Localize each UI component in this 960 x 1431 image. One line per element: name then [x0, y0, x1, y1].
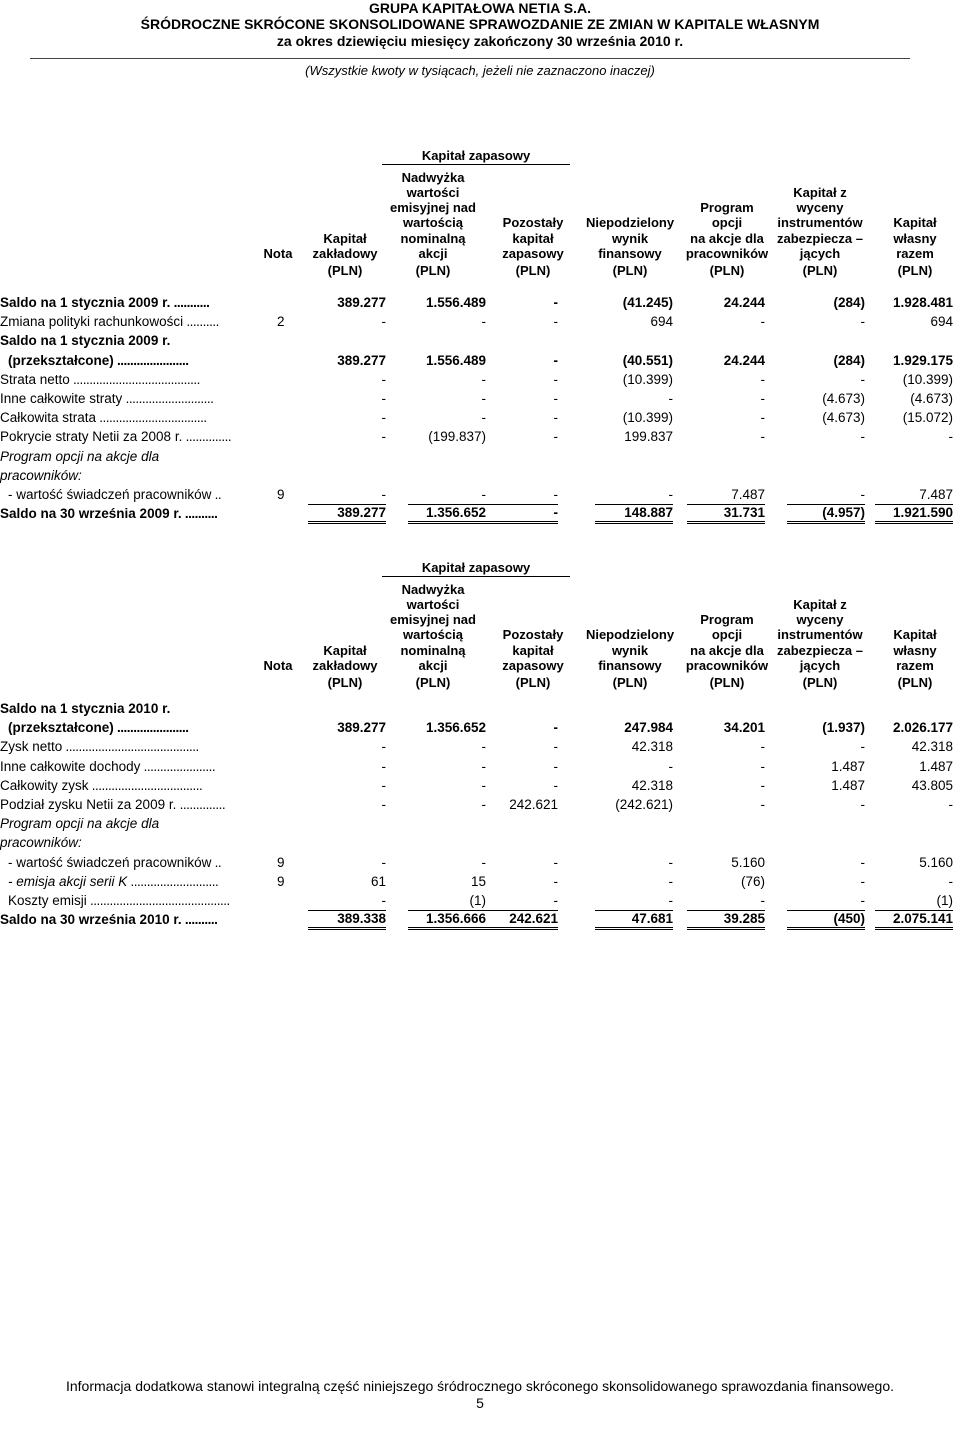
row-label-dots: ....................................... — [69, 371, 200, 387]
row-label — [0, 389, 258, 409]
cell-program-opcji: 24.244 — [723, 295, 765, 310]
cell-kapital-zakladowy: 389.277 — [308, 504, 386, 524]
row-nota: 2 — [277, 314, 285, 330]
cell-nadwyzka-emisyjna: (1) — [469, 893, 486, 908]
unit-label: (PLN) — [415, 263, 451, 278]
cell-nadwyzka-emisyjna: - — [481, 371, 486, 387]
row-label-text: pracowników: — [0, 835, 82, 851]
column-header — [0, 552, 960, 673]
cell-kapital-wlasny: 42.318 — [911, 739, 953, 755]
column-header-kapital-wlasny: Kapitał własny razem — [893, 627, 937, 673]
column-header-niepodzielony-wynik: Niepodzielony wynik finansowy — [585, 215, 675, 261]
kapital-zapasowy-group-header: Kapitał zapasowy — [382, 148, 570, 165]
cell-kapital-zakladowy: - — [381, 429, 386, 445]
cell-kapital-wlasny: - — [948, 873, 953, 889]
row-label — [0, 293, 258, 313]
row-label-dots: ...................... — [113, 720, 189, 736]
row-label — [0, 699, 258, 719]
cell-kapital-zakladowy: - — [381, 314, 386, 330]
row-label — [0, 776, 258, 796]
column-header-program-opcji: Program opcji na akcje dla pracowników — [685, 612, 769, 673]
cell-pozostaly-kapital: - — [553, 295, 558, 310]
units-row — [0, 263, 960, 279]
row-label-text: (przekształcone) — [8, 352, 114, 368]
cell-kapital-z-wyceny: (4.957) — [787, 504, 865, 524]
header-divider — [30, 58, 910, 59]
table-row — [0, 737, 960, 757]
cell-kapital-zakladowy: 389.277 — [337, 295, 386, 310]
column-header-kapital-z-wyceny: Kapitał z wyceny instrumentów zabezpiecza – jących — [777, 596, 863, 673]
cell-program-opcji: (76) — [740, 873, 765, 889]
column-header-nota: Nota — [263, 657, 293, 673]
cell-kapital-zakladowy: 389.277 — [337, 352, 386, 368]
cell-kapital-wlasny: 1.928.481 — [892, 295, 953, 310]
cell-program-opcji: - — [760, 739, 765, 755]
unit-label: (PLN) — [612, 263, 648, 278]
cell-pozostaly-kapital: - — [553, 758, 558, 774]
unit-label: (PLN) — [415, 675, 451, 690]
table-row — [0, 370, 960, 390]
row-label-text: Saldo na 1 stycznia 2009 r. — [0, 295, 171, 310]
row-label — [0, 447, 258, 467]
cell-niepodzielony-wynik: (10.399) — [622, 371, 673, 387]
unit-label: (PLN) — [709, 675, 745, 690]
company-name: GRUPA KAPITAŁOWA NETIA S.A. — [369, 0, 591, 16]
cell-kapital-wlasny: (1) — [936, 893, 953, 908]
cell-nadwyzka-emisyjna: 1.556.489 — [425, 295, 486, 310]
row-label-dots: .............. — [182, 429, 232, 445]
cell-kapital-wlasny: 694 — [930, 314, 953, 330]
row-label-text: Całkowity zysk — [0, 777, 89, 793]
cell-kapital-z-wyceny: - — [860, 487, 865, 502]
cell-kapital-wlasny: 2.026.177 — [892, 720, 953, 736]
cell-niepodzielony-wynik: (242.621) — [615, 797, 673, 812]
table-row — [0, 891, 960, 911]
cell-program-opcji: - — [760, 314, 765, 330]
statement-title: ŚRÓDROCZNE SKRÓCONE SKONSOLIDOWANE SPRAWOZDANIE ZE ZMIAN W KAPITALE WŁASNYM — [140, 16, 820, 32]
row-label-dots: .................................. — [88, 777, 203, 793]
row-label — [0, 408, 258, 428]
cell-kapital-zakladowy: - — [381, 758, 386, 774]
table-row — [0, 776, 960, 796]
cell-nadwyzka-emisyjna: - — [481, 410, 486, 426]
row-label-dots: .. — [211, 487, 222, 502]
row-label-text: Strata netto — [0, 371, 70, 387]
unit-label: (PLN) — [709, 263, 745, 278]
row-label-text: Zmiana polityki rachunkowości — [0, 314, 184, 330]
cell-kapital-zakladowy: - — [381, 739, 386, 755]
period-subtitle: za okres dziewięciu miesięcy zakończony 30 września 2010 r. — [276, 33, 684, 49]
row-label-text: - wartość świadczeń pracowników — [8, 854, 212, 870]
cell-niepodzielony-wynik: - — [668, 893, 673, 908]
cell-kapital-zakladowy: - — [381, 893, 386, 908]
cell-kapital-z-wyceny: - — [860, 873, 865, 889]
row-label-text: (przekształcone) — [8, 720, 114, 736]
cell-kapital-zakladowy: 389.338 — [308, 910, 386, 930]
cell-niepodzielony-wynik: - — [668, 854, 673, 870]
row-label-dots: .............. — [176, 797, 226, 812]
column-header-pozostaly-kapital: Pozostały kapitał zapasowy — [502, 215, 564, 261]
cell-niepodzielony-wynik: - — [668, 873, 673, 889]
cell-nadwyzka-emisyjna: 1.356.652 — [425, 720, 486, 736]
column-header — [0, 140, 960, 261]
cell-pozostaly-kapital: 242.621 — [480, 910, 558, 930]
cell-program-opcji: - — [760, 410, 765, 426]
row-label — [8, 351, 266, 371]
cell-pozostaly-kapital: - — [553, 777, 558, 793]
row-label-text: Saldo na 1 stycznia 2010 r. — [0, 701, 171, 716]
cell-pozostaly-kapital: 242.621 — [509, 797, 558, 812]
column-header-program-opcji: Program opcji na akcje dla pracowników — [685, 200, 769, 261]
cell-niepodzielony-wynik: 148.887 — [595, 504, 673, 524]
cell-program-opcji: 7.487 — [731, 487, 765, 502]
cell-kapital-wlasny: 1.487 — [919, 758, 953, 774]
row-label-dots: ................................. — [96, 410, 207, 426]
cell-pozostaly-kapital: - — [553, 893, 558, 908]
table-row — [0, 699, 960, 719]
cell-kapital-zakladowy: 61 — [370, 873, 386, 889]
table-row — [0, 814, 960, 834]
unit-label: (PLN) — [327, 263, 363, 278]
table-row — [0, 504, 960, 524]
row-label — [0, 504, 258, 524]
table-row — [0, 389, 960, 409]
unit-label: (PLN) — [802, 263, 838, 278]
cell-niepodzielony-wynik: (41.245) — [622, 295, 673, 310]
table-row — [0, 910, 960, 930]
table-row — [0, 331, 960, 351]
table-row — [0, 293, 960, 313]
cell-program-opcji: - — [760, 797, 765, 812]
row-label-dots: ...................... — [113, 352, 189, 368]
row-label-dots: ...................... — [140, 758, 216, 774]
cell-nadwyzka-emisyjna: 15 — [470, 873, 486, 889]
cell-kapital-zakladowy: - — [381, 410, 386, 426]
row-label-text: Program opcji na akcje dla — [0, 448, 160, 464]
cell-nadwyzka-emisyjna: 1.356.652 — [408, 504, 486, 524]
row-label — [0, 737, 258, 757]
table-row — [0, 312, 960, 332]
row-label — [0, 370, 258, 390]
cell-kapital-z-wyceny: 1.487 — [831, 777, 865, 793]
row-label — [0, 312, 258, 332]
cell-niepodzielony-wynik: - — [668, 758, 673, 774]
row-label-text: Koszty emisji — [8, 893, 87, 908]
amounts-note: (Wszystkie kwoty w tysiącach, jeżeli nie zaznaczono inaczej) — [305, 63, 655, 78]
row-label — [0, 814, 258, 834]
table-row — [0, 466, 960, 486]
row-label — [0, 795, 258, 815]
cell-kapital-z-wyceny: (4.673) — [822, 410, 865, 426]
row-label-dots: .......... — [183, 314, 219, 330]
cell-niepodzielony-wynik: - — [668, 487, 673, 502]
cell-kapital-wlasny: 1.929.175 — [892, 352, 953, 368]
cell-pozostaly-kapital: - — [553, 429, 558, 445]
row-label — [8, 872, 266, 892]
cell-pozostaly-kapital: - — [553, 314, 558, 330]
cell-kapital-z-wyceny: - — [860, 797, 865, 812]
column-header-nota: Nota — [263, 245, 293, 261]
cell-program-opcji: 31.731 — [687, 504, 765, 524]
column-header-kapital-wlasny: Kapitał własny razem — [893, 215, 937, 261]
cell-kapital-zakladowy: 389.277 — [337, 720, 386, 736]
column-header-nadwyzka-emisyjna: Nadwyżka wartości emisyjnej nad wartością nominalną akcji — [390, 581, 476, 673]
row-label — [0, 331, 258, 351]
cell-program-opcji: 39.285 — [687, 910, 765, 930]
cell-pozostaly-kapital: - — [553, 371, 558, 387]
cell-pozostaly-kapital: - — [553, 487, 558, 502]
row-label-dots: .......... — [181, 912, 218, 928]
row-label-dots: ........................... — [127, 873, 219, 889]
cell-kapital-z-wyceny: - — [860, 314, 865, 330]
unit-label: (PLN) — [327, 675, 363, 690]
cell-pozostaly-kapital: - — [553, 739, 558, 755]
row-label-text: - emisja akcji serii K — [8, 873, 128, 889]
row-label-text: Saldo na 30 września 2010 r. — [0, 912, 182, 928]
cell-pozostaly-kapital: - — [553, 854, 558, 870]
cell-kapital-z-wyceny: (450) — [787, 910, 865, 930]
row-label-dots: .. — [211, 854, 222, 870]
cell-kapital-z-wyceny: (284) — [833, 295, 865, 310]
cell-kapital-wlasny: (4.673) — [910, 391, 953, 406]
cell-kapital-wlasny: 43.805 — [911, 777, 953, 793]
row-label-text: Pokrycie straty Netii za 2008 r. — [0, 429, 183, 445]
cell-program-opcji: - — [760, 893, 765, 908]
row-label-text: - wartość świadczeń pracowników — [8, 487, 212, 502]
cell-program-opcji: - — [760, 391, 765, 406]
column-header-kapital-zakladowy: Kapitał zakładowy — [312, 230, 378, 261]
cell-kapital-z-wyceny: (284) — [833, 352, 865, 368]
cell-nadwyzka-emisyjna: - — [481, 314, 486, 330]
column-header-niepodzielony-wynik: Niepodzielony wynik finansowy — [585, 627, 675, 673]
cell-niepodzielony-wynik: 42.318 — [631, 777, 673, 793]
cell-kapital-wlasny: - — [948, 429, 953, 445]
unit-label: (PLN) — [515, 675, 551, 690]
cell-pozostaly-kapital: - — [480, 504, 558, 524]
row-label — [8, 891, 266, 911]
cell-nadwyzka-emisyjna: - — [481, 777, 486, 793]
column-header-kapital-z-wyceny: Kapitał z wyceny instrumentów zabezpiecza – jących — [777, 184, 863, 261]
table-row — [0, 408, 960, 428]
row-label-dots: ........................... — [122, 391, 214, 406]
row-label-text: Program opcji na akcje dla — [0, 816, 160, 832]
row-nota: 9 — [277, 487, 285, 502]
cell-kapital-z-wyceny: - — [860, 429, 865, 445]
footer-note: Informacja dodatkowa stanowi integralną część niniejszego śródrocznego skróconego skonsolidowanego sprawozdania finansowego. — [65, 1378, 895, 1394]
cell-pozostaly-kapital: - — [553, 873, 558, 889]
row-label-text: Całkowita strata — [0, 410, 97, 426]
cell-niepodzielony-wynik: - — [668, 391, 673, 406]
cell-program-opcji: - — [760, 429, 765, 445]
cell-pozostaly-kapital: - — [553, 720, 558, 736]
cell-program-opcji: 5.160 — [731, 854, 765, 870]
page-number: 5 — [476, 1395, 484, 1411]
row-label-text: Zysk netto — [0, 739, 63, 755]
cell-nadwyzka-emisyjna: - — [481, 797, 486, 812]
table-row — [0, 485, 960, 505]
cell-kapital-wlasny: (10.399) — [902, 371, 953, 387]
cell-program-opcji: 24.244 — [723, 352, 765, 368]
row-label-text: Saldo na 30 września 2009 r. — [0, 506, 182, 522]
cell-niepodzielony-wynik: 47.681 — [595, 910, 673, 930]
cell-pozostaly-kapital: - — [553, 352, 558, 368]
table-row — [0, 447, 960, 467]
cell-pozostaly-kapital: - — [553, 391, 558, 406]
cell-niepodzielony-wynik: (10.399) — [622, 410, 673, 426]
row-label-text: Podział zysku Netii za 2009 r. — [0, 797, 177, 812]
cell-program-opcji: - — [760, 777, 765, 793]
table-row — [0, 351, 960, 371]
cell-nadwyzka-emisyjna: - — [481, 739, 486, 755]
row-label — [8, 718, 266, 738]
cell-kapital-z-wyceny: (1.937) — [822, 720, 865, 736]
cell-kapital-z-wyceny: 1.487 — [831, 758, 865, 774]
table-row — [0, 718, 960, 738]
cell-kapital-wlasny: 1.921.590 — [875, 504, 953, 524]
cell-niepodzielony-wynik: 247.984 — [624, 720, 673, 736]
row-label-text: pracowników: — [0, 467, 82, 483]
cell-kapital-zakladowy: - — [381, 854, 386, 870]
column-header-nadwyzka-emisyjna: Nadwyżka wartości emisyjnej nad wartością nominalną akcji — [390, 169, 476, 261]
cell-niepodzielony-wynik: (40.551) — [622, 352, 673, 368]
cell-niepodzielony-wynik: 42.318 — [631, 739, 673, 755]
cell-kapital-wlasny: - — [948, 797, 953, 812]
row-label — [0, 910, 258, 930]
table-row — [0, 795, 960, 815]
row-label-dots: ........................................... — [86, 893, 230, 908]
cell-kapital-z-wyceny: - — [860, 371, 865, 387]
row-label — [0, 833, 258, 853]
cell-kapital-wlasny: 7.487 — [919, 487, 953, 502]
cell-kapital-z-wyceny: (4.673) — [822, 391, 865, 406]
row-label — [0, 757, 258, 777]
unit-label: (PLN) — [612, 675, 648, 690]
cell-nadwyzka-emisyjna: - — [481, 487, 486, 502]
units-row — [0, 675, 960, 691]
cell-nadwyzka-emisyjna: (199.837) — [428, 429, 486, 445]
cell-kapital-wlasny: (15.072) — [902, 410, 953, 426]
unit-label: (PLN) — [515, 263, 551, 278]
cell-kapital-z-wyceny: - — [860, 893, 865, 908]
cell-nadwyzka-emisyjna: - — [481, 758, 486, 774]
unit-label: (PLN) — [897, 263, 933, 278]
row-label — [8, 485, 266, 505]
table-row — [0, 757, 960, 777]
cell-kapital-z-wyceny: - — [860, 739, 865, 755]
row-label-dots: ......................................... — [62, 739, 199, 755]
unit-label: (PLN) — [802, 675, 838, 690]
cell-kapital-zakladowy: - — [381, 777, 386, 793]
cell-kapital-wlasny: 5.160 — [919, 854, 953, 870]
row-label — [8, 853, 266, 873]
cell-program-opcji: - — [760, 758, 765, 774]
cell-niepodzielony-wynik: 694 — [650, 314, 673, 330]
row-nota: 9 — [277, 873, 285, 889]
row-label-dots: .......... — [181, 506, 218, 522]
row-label-dots: ........... — [170, 295, 210, 310]
row-label — [0, 466, 258, 486]
row-label-text: Inne całkowite straty — [0, 391, 123, 406]
row-nota: 9 — [277, 854, 285, 870]
cell-kapital-zakladowy: - — [381, 797, 386, 812]
cell-kapital-zakladowy: - — [381, 391, 386, 406]
row-label-text: Saldo na 1 stycznia 2009 r. — [0, 333, 171, 349]
row-label-text: Inne całkowite dochody — [0, 758, 141, 774]
kapital-zapasowy-group-header: Kapitał zapasowy — [382, 560, 570, 577]
table-row — [0, 427, 960, 447]
cell-pozostaly-kapital: - — [553, 410, 558, 426]
cell-kapital-zakladowy: - — [381, 371, 386, 387]
footer — [0, 1378, 960, 1412]
cell-niepodzielony-wynik: 199.837 — [624, 429, 673, 445]
cell-program-opcji: - — [760, 371, 765, 387]
cell-nadwyzka-emisyjna: 1.556.489 — [425, 352, 486, 368]
column-header-kapital-zakladowy: Kapitał zakładowy — [312, 642, 378, 673]
cell-nadwyzka-emisyjna: - — [481, 854, 486, 870]
row-label — [0, 427, 258, 447]
cell-kapital-z-wyceny: - — [860, 854, 865, 870]
table-row — [0, 833, 960, 853]
unit-label: (PLN) — [897, 675, 933, 690]
table-row — [0, 872, 960, 892]
cell-nadwyzka-emisyjna: 1.356.666 — [408, 910, 486, 930]
cell-nadwyzka-emisyjna: - — [481, 391, 486, 406]
cell-kapital-zakladowy: - — [381, 487, 386, 502]
column-header-pozostaly-kapital: Pozostały kapitał zapasowy — [502, 627, 564, 673]
cell-kapital-wlasny: 2.075.141 — [875, 910, 953, 930]
table-row — [0, 853, 960, 873]
cell-program-opcji: 34.201 — [723, 720, 765, 736]
